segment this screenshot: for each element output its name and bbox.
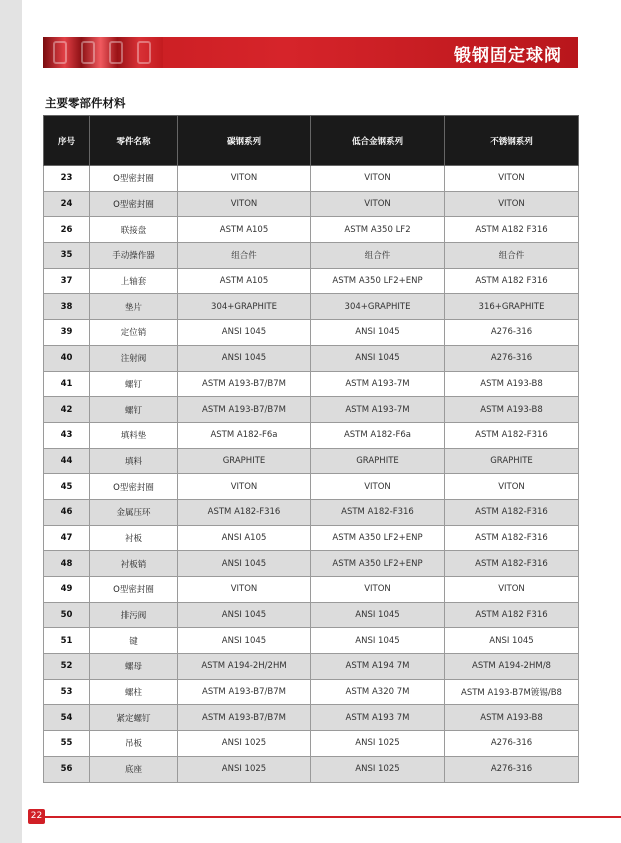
low-alloy-material: ANSI 1045 <box>311 628 445 654</box>
low-alloy-material: VITON <box>311 166 445 192</box>
footer-rule <box>45 816 621 818</box>
materials-table <box>43 115 579 783</box>
table-row <box>44 268 579 294</box>
table-row <box>44 577 579 603</box>
stainless-material: VITON <box>445 577 579 603</box>
stainless-material: 316+GRAPHITE <box>445 294 579 320</box>
column-header: 碳钢系列 <box>178 116 311 166</box>
low-alloy-material: ASTM A193-7M <box>311 371 445 397</box>
part-name: 螺母 <box>90 654 178 680</box>
row-number: 24 <box>44 191 90 217</box>
row-number: 54 <box>44 705 90 731</box>
part-name: 紧定螺钉 <box>90 705 178 731</box>
part-name: 吊板 <box>90 731 178 757</box>
left-margin-strip <box>0 0 22 843</box>
stainless-material: ASTM A182-F316 <box>445 499 579 525</box>
table-header-row <box>44 116 579 166</box>
low-alloy-material: VITON <box>311 474 445 500</box>
carbon-steel-material: ASTM A182-F6a <box>178 422 311 448</box>
part-name: 底座 <box>90 756 178 782</box>
carbon-steel-material: GRAPHITE <box>178 448 311 474</box>
table-row <box>44 371 579 397</box>
stainless-material: A276-316 <box>445 320 579 346</box>
section-title: 主要零部件材料 <box>45 96 126 110</box>
carbon-steel-material: ASTM A193-B7/B7M <box>178 679 311 705</box>
table-body <box>44 166 579 783</box>
row-number: 45 <box>44 474 90 500</box>
table-row <box>44 448 579 474</box>
low-alloy-material: VITON <box>311 577 445 603</box>
stainless-material: VITON <box>445 474 579 500</box>
stainless-material: ASTM A182 F316 <box>445 217 579 243</box>
part-name: O型密封圈 <box>90 191 178 217</box>
row-number: 51 <box>44 628 90 654</box>
low-alloy-material: ASTM A350 LF2+ENP <box>311 525 445 551</box>
carbon-steel-material: VITON <box>178 166 311 192</box>
row-number: 53 <box>44 679 90 705</box>
table-row <box>44 551 579 577</box>
low-alloy-material: 304+GRAPHITE <box>311 294 445 320</box>
low-alloy-material: ANSI 1045 <box>311 320 445 346</box>
row-number: 47 <box>44 525 90 551</box>
row-number: 37 <box>44 268 90 294</box>
part-name: 衬板销 <box>90 551 178 577</box>
carbon-steel-material: ANSI 1045 <box>178 345 311 371</box>
low-alloy-material: ASTM A182-F6a <box>311 422 445 448</box>
low-alloy-material: 组合件 <box>311 243 445 269</box>
carbon-steel-material: ASTM A193-B7/B7M <box>178 705 311 731</box>
header-banner <box>43 37 578 68</box>
part-name: 填料 <box>90 448 178 474</box>
part-name: 填料垫 <box>90 422 178 448</box>
row-number: 43 <box>44 422 90 448</box>
part-name: 手动操作器 <box>90 243 178 269</box>
carbon-steel-material: ASTM A105 <box>178 217 311 243</box>
carbon-steel-material: ANSI 1045 <box>178 551 311 577</box>
part-name: 键 <box>90 628 178 654</box>
low-alloy-material: GRAPHITE <box>311 448 445 474</box>
part-name: 上轴套 <box>90 268 178 294</box>
carbon-steel-material: ANSI 1025 <box>178 731 311 757</box>
table-row <box>44 602 579 628</box>
table-row <box>44 397 579 423</box>
low-alloy-material: ASTM A350 LF2+ENP <box>311 551 445 577</box>
low-alloy-material: ASTM A194 7M <box>311 654 445 680</box>
row-number: 42 <box>44 397 90 423</box>
row-number: 44 <box>44 448 90 474</box>
carbon-steel-material: VITON <box>178 577 311 603</box>
part-name: 注射阀 <box>90 345 178 371</box>
stainless-material: ASTM A182 F316 <box>445 268 579 294</box>
table-row <box>44 320 579 346</box>
table-row <box>44 756 579 782</box>
stainless-material: A276-316 <box>445 731 579 757</box>
part-name: 金属压环 <box>90 499 178 525</box>
column-header: 低合金钢系列 <box>311 116 445 166</box>
low-alloy-material: ASTM A193-7M <box>311 397 445 423</box>
table-row <box>44 166 579 192</box>
carbon-steel-material: ASTM A193-B7/B7M <box>178 397 311 423</box>
stainless-material: ASTM A182 F316 <box>445 602 579 628</box>
stainless-material: ASTM A193-B7M镀锡/B8 <box>445 679 579 705</box>
table-row <box>44 525 579 551</box>
row-number: 38 <box>44 294 90 320</box>
low-alloy-material: ASTM A320 7M <box>311 679 445 705</box>
table-row <box>44 294 579 320</box>
part-name: 排污阀 <box>90 602 178 628</box>
row-number: 46 <box>44 499 90 525</box>
carbon-steel-material: ASTM A105 <box>178 268 311 294</box>
table-row <box>44 422 579 448</box>
part-name: 联接盘 <box>90 217 178 243</box>
carbon-steel-material: VITON <box>178 474 311 500</box>
stainless-material: ASTM A194-2HM/8 <box>445 654 579 680</box>
row-number: 35 <box>44 243 90 269</box>
stainless-material: ASTM A193-B8 <box>445 397 579 423</box>
low-alloy-material: ASTM A182-F316 <box>311 499 445 525</box>
row-number: 41 <box>44 371 90 397</box>
stainless-material: A276-316 <box>445 345 579 371</box>
page-number: 22 <box>28 809 45 824</box>
carbon-steel-material: ASTM A182-F316 <box>178 499 311 525</box>
low-alloy-material: ANSI 1025 <box>311 731 445 757</box>
row-number: 40 <box>44 345 90 371</box>
table-row <box>44 499 579 525</box>
table-row <box>44 731 579 757</box>
table-row <box>44 217 579 243</box>
column-header: 序号 <box>44 116 90 166</box>
page-title: 锻钢固定球阀 <box>454 46 562 66</box>
low-alloy-material: ASTM A193 7M <box>311 705 445 731</box>
stainless-material: ASTM A182-F316 <box>445 551 579 577</box>
carbon-steel-material: ANSI A105 <box>178 525 311 551</box>
low-alloy-material: ANSI 1045 <box>311 602 445 628</box>
carbon-steel-material: ANSI 1025 <box>178 756 311 782</box>
stainless-material: 组合件 <box>445 243 579 269</box>
part-name: 螺柱 <box>90 679 178 705</box>
part-name: O型密封圈 <box>90 577 178 603</box>
row-number: 26 <box>44 217 90 243</box>
carbon-steel-material: ANSI 1045 <box>178 320 311 346</box>
part-name: 螺钉 <box>90 371 178 397</box>
carbon-steel-material: VITON <box>178 191 311 217</box>
part-name: 螺钉 <box>90 397 178 423</box>
row-number: 52 <box>44 654 90 680</box>
row-number: 56 <box>44 756 90 782</box>
table-row <box>44 628 579 654</box>
table-row <box>44 191 579 217</box>
part-name: O型密封圈 <box>90 474 178 500</box>
row-number: 49 <box>44 577 90 603</box>
carbon-steel-material: ANSI 1045 <box>178 602 311 628</box>
table-row <box>44 345 579 371</box>
low-alloy-material: ASTM A350 LF2 <box>311 217 445 243</box>
table-row <box>44 679 579 705</box>
table-row <box>44 705 579 731</box>
row-number: 55 <box>44 731 90 757</box>
carbon-steel-material: ANSI 1045 <box>178 628 311 654</box>
part-name: 垫片 <box>90 294 178 320</box>
stainless-material: ASTM A182-F316 <box>445 422 579 448</box>
column-header: 零件名称 <box>90 116 178 166</box>
stainless-material: ASTM A193-B8 <box>445 371 579 397</box>
stainless-material: GRAPHITE <box>445 448 579 474</box>
stainless-material: A276-316 <box>445 756 579 782</box>
table-row <box>44 474 579 500</box>
part-name: 定位销 <box>90 320 178 346</box>
column-header: 不锈钢系列 <box>445 116 579 166</box>
part-name: 衬板 <box>90 525 178 551</box>
stainless-material: VITON <box>445 166 579 192</box>
stainless-material: VITON <box>445 191 579 217</box>
carbon-steel-material: ASTM A194-2H/2HM <box>178 654 311 680</box>
low-alloy-material: ANSI 1025 <box>311 756 445 782</box>
row-number: 23 <box>44 166 90 192</box>
low-alloy-material: ANSI 1045 <box>311 345 445 371</box>
stainless-material: ASTM A182-F316 <box>445 525 579 551</box>
stainless-material: ANSI 1045 <box>445 628 579 654</box>
carbon-steel-material: 组合件 <box>178 243 311 269</box>
stainless-material: ASTM A193-B8 <box>445 705 579 731</box>
carbon-steel-material: ASTM A193-B7/B7M <box>178 371 311 397</box>
table-row <box>44 243 579 269</box>
part-name: O型密封圈 <box>90 166 178 192</box>
low-alloy-material: VITON <box>311 191 445 217</box>
row-number: 50 <box>44 602 90 628</box>
carbon-steel-material: 304+GRAPHITE <box>178 294 311 320</box>
low-alloy-material: ASTM A350 LF2+ENP <box>311 268 445 294</box>
row-number: 39 <box>44 320 90 346</box>
table-row <box>44 654 579 680</box>
valve-photo <box>43 37 163 68</box>
row-number: 48 <box>44 551 90 577</box>
